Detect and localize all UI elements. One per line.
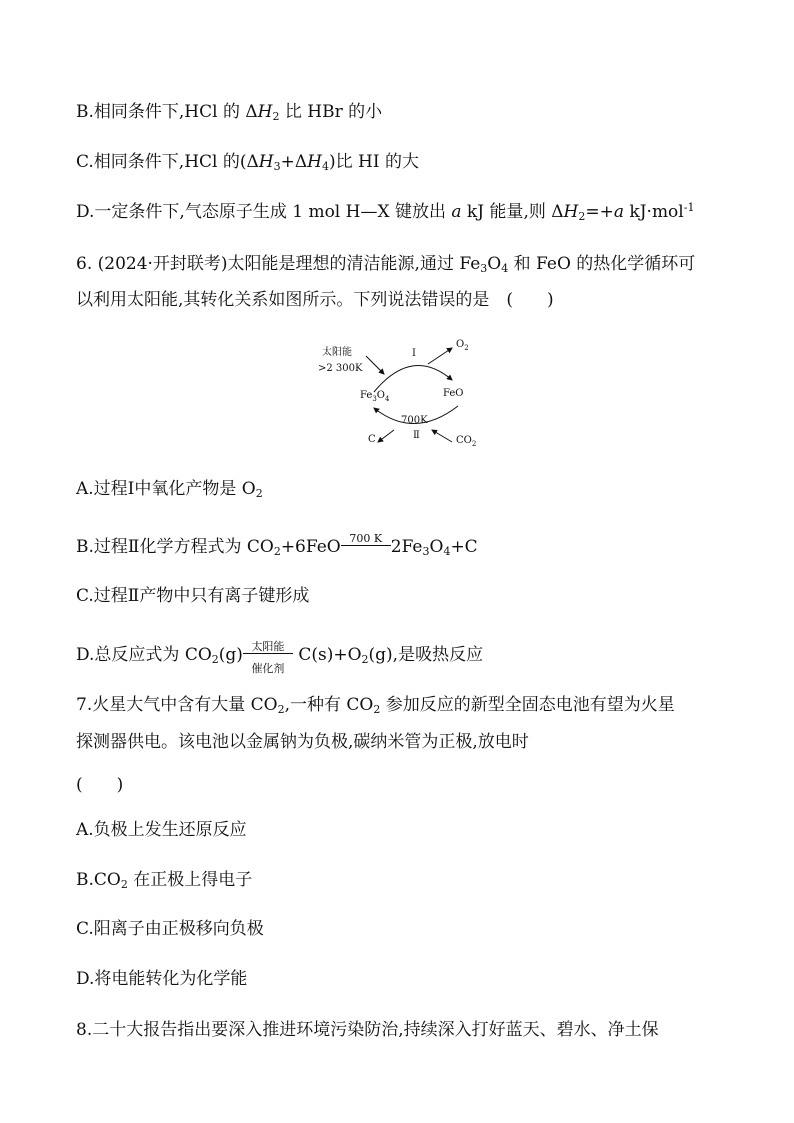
o2-label: $O_2$ <box>456 339 469 352</box>
q7-stem-line2: 探测器供电。该电池以金属钠为负极,碳纳米管为正极,放电时 <box>76 732 529 752</box>
q5-option-b: B.相同条件下,HCl 的 $\Delta H_2$ 比 HBr 的小 <box>76 102 383 123</box>
q6-stem-line2: 以利用太阳能,其转化关系如图所示。下列说法错误的是 ( ) <box>76 290 554 310</box>
q6-option-a: A.过程Ⅰ中氧化产物是 $O_2$ <box>76 479 263 500</box>
temperature-700k-label: 700K <box>401 415 428 426</box>
q7-stem-line1: 7.火星大气中含有大量 $CO_2$,一种有 $CO_2$ 参加反应的新型全固态电池有望为火星 <box>76 695 675 716</box>
q6-option-d: D.总反应式为 $CO_2(g)$ 太阳能 催化剂 $C(s)+O_2(g)$,是吸热反应 <box>76 640 484 675</box>
q7-option-b: $B.CO_2$ 在正极上得电子 <box>76 870 253 891</box>
q5-option-c: C.相同条件下,HCl 的$(\Delta H_3+\Delta H_4)$比 HI 的大 <box>76 152 419 173</box>
q7-option-d: D.将电能转化为化学能 <box>76 969 248 989</box>
q6-option-b: B.过程Ⅱ化学方程式为 $CO_2+6FeO$ 700 K $2Fe_3O_4+C$ <box>76 532 478 558</box>
q6-option-c: C.过程Ⅱ产物中只有离子键形成 <box>76 586 310 606</box>
solar-energy-label: 太阳能 <box>322 347 352 358</box>
feo-label: FeO <box>443 388 464 399</box>
reaction-condition-arrow: 700 K <box>341 536 391 558</box>
carbon-label: C <box>368 434 376 445</box>
q7-option-c: C.阳离子由正极移向负极 <box>76 919 264 939</box>
q7-option-a: A.负极上发生还原反应 <box>76 820 247 840</box>
temperature-label: >2 300K <box>318 363 363 374</box>
q5-option-d: D.一定条件下,气态原子生成 1 mol H—X 键放出 a kJ 能量,则 $\Delta H_2=+a$ kJ·mol$^{-1}$ <box>76 201 695 223</box>
process-2-label: Ⅱ <box>413 430 420 441</box>
q8-stem-line1: 8.二十大报告指出要深入推进环境污染防治,持续深入打好蓝天、碧水、净土保 <box>76 1020 659 1040</box>
carbon-output-arrow <box>378 430 394 442</box>
top-arc-arrow <box>374 366 452 392</box>
fe3o4-label: $Fe_3O_4$ <box>360 390 390 403</box>
q7-answer-blank: ( ) <box>76 775 124 795</box>
reaction-condition-arrow: 太阳能 催化剂 <box>243 644 293 666</box>
thermochemical-cycle-diagram <box>310 336 490 448</box>
co2-input-arrow <box>432 430 452 442</box>
solar-input-arrow <box>366 356 384 374</box>
q6-stem-line1: 6. (2024·开封联考)太阳能是理想的清洁能源,通过 $Fe_3O_4$ 和 FeO 的热化学循环可 <box>76 254 696 275</box>
co2-label: $CO_2$ <box>456 435 477 448</box>
process-1-label: Ⅰ <box>412 348 416 359</box>
o2-release-arrow <box>428 348 452 364</box>
